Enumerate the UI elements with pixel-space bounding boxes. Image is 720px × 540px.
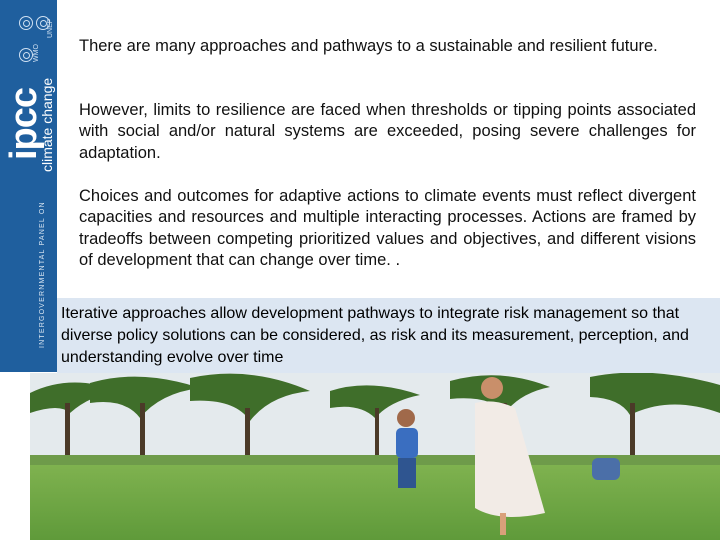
paragraph-1: There are many approaches and pathways to a sustainable and resilient future. — [79, 37, 658, 55]
wmo-logo-icon — [19, 48, 33, 62]
park-photo — [30, 373, 720, 540]
highlight-text: Iterative approaches allow development pathways to integrate risk management so that diverse policy solutions can be considered, as risk and its measurement, perception, and understanding evolve over time — [61, 305, 689, 366]
ipcc-sidebar — [0, 0, 57, 372]
un-logo-icon — [19, 16, 33, 30]
wmo-label: WMO — [33, 44, 40, 62]
ipcc-logo: ipcc — [3, 87, 45, 160]
panel-label: INTERGOVERNMENTAL PANEL ON — [39, 201, 46, 348]
highlight-box — [57, 298, 720, 373]
paragraph-2: However, limits to resilience are faced when thresholds or tipping points associated with social and/or natural systems are exceeded, posing severe challenges for adaptation. — [79, 101, 696, 162]
children-running-image — [30, 373, 720, 540]
unep-label: UNEP — [47, 18, 54, 38]
climate-change-label: climate change — [39, 77, 55, 172]
paragraph-3: Choices and outcomes for adaptive actions to climate events must reflect divergent capacities and resources and multiple interacting processes. Actions are framed by tradeoffs between competing prioritized values and objectives, and different visions of development that can change over time. . — [79, 187, 696, 269]
